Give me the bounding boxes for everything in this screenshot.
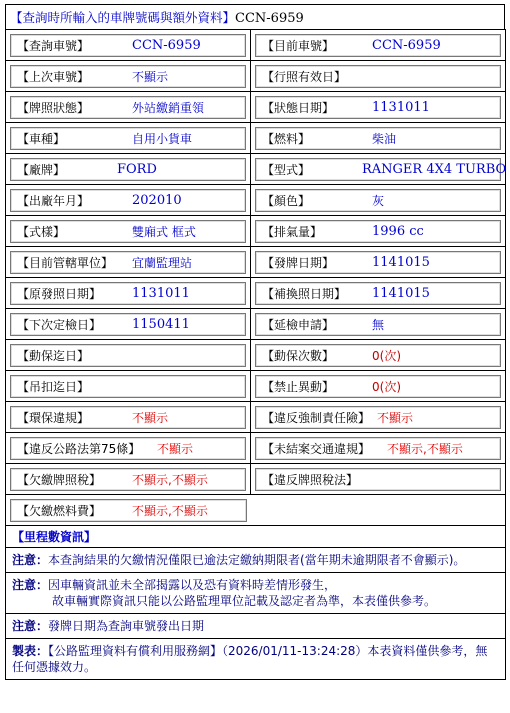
field-value: 0(次) (372, 348, 401, 363)
footer-label: 製表： (12, 644, 49, 658)
field-label: 【動保迄日】 (17, 348, 90, 363)
field-value: 自用小貨車 (132, 131, 193, 146)
field-row (6, 185, 506, 216)
field-box (10, 499, 247, 522)
field-row (6, 92, 506, 123)
field-box (10, 158, 246, 181)
field-box (255, 406, 501, 429)
field-label: 【違反強制責任險】 (262, 410, 371, 425)
field-value: 不顯示,不顯示 (387, 441, 463, 456)
field-box (10, 375, 246, 398)
field-label: 【違反牌照稅法】 (262, 472, 359, 487)
field-row (6, 433, 506, 464)
field-box (10, 282, 246, 305)
field-label: 【排氣量】 (262, 224, 323, 239)
field-label: 【牌照狀態】 (17, 100, 90, 115)
field-value: 1141015 (372, 285, 430, 301)
field-box (255, 158, 507, 181)
note-text: 因車輛資訊並未全部揭露以及恐有資料時差情形發生， (48, 578, 337, 592)
field-row (6, 402, 506, 433)
field-value: CCN-6959 (372, 37, 441, 53)
vehicle-info-panel (5, 4, 505, 680)
field-row (6, 371, 506, 402)
field-box (255, 282, 501, 305)
field-row (6, 61, 506, 92)
field-label: 【燃料】 (262, 131, 311, 146)
field-row (6, 340, 506, 371)
field-box (255, 127, 501, 150)
field-label: 【目前管轄單位】 (17, 255, 114, 270)
field-box (10, 437, 246, 460)
note-text-continued: 故車輛實際資訊只能以公路監理單位記載及認定者為準，本表僅供參考。 (52, 594, 437, 608)
field-value: 不顯示 (377, 410, 414, 425)
field-box (255, 437, 501, 460)
field-row (6, 216, 506, 247)
field-box (255, 313, 501, 336)
field-box (10, 313, 246, 336)
note-row (6, 548, 506, 573)
field-label: 【型式】 (262, 162, 311, 177)
field-box (255, 344, 501, 367)
field-value: FORD (117, 161, 157, 177)
field-label: 【出廠年月】 (17, 193, 90, 208)
field-label: 【未結案交通違規】 (262, 441, 371, 456)
field-value: 1131011 (372, 99, 430, 115)
field-box (10, 468, 246, 491)
field-value: 0(次) (372, 379, 401, 394)
field-value: 1150411 (132, 316, 190, 332)
field-label: 【廠牌】 (17, 162, 66, 177)
field-label: 【下次定檢日】 (17, 317, 102, 332)
field-label: 【欠繳燃料費】 (17, 503, 102, 518)
query-header (5, 4, 505, 29)
field-label: 【查詢車號】 (17, 38, 90, 53)
field-value: 不顯示 (132, 69, 169, 84)
field-value: 宜蘭監理站 (132, 255, 193, 270)
field-label: 【延檢申請】 (262, 317, 335, 332)
field-row (6, 123, 506, 154)
field-label: 【吊扣迄日】 (17, 379, 90, 394)
note-row (6, 614, 506, 639)
field-row (6, 309, 506, 340)
mileage-section-label: 【里程數資訊】 (12, 530, 97, 544)
field-box (255, 96, 501, 119)
field-value: 雙廂式 框式 (132, 224, 196, 239)
query-header-plate: CCN-6959 (235, 11, 304, 26)
field-box (10, 127, 246, 150)
field-label: 【狀態日期】 (262, 100, 335, 115)
field-label: 【車種】 (17, 131, 66, 146)
field-box (255, 34, 501, 57)
field-box (255, 220, 501, 243)
field-box (255, 189, 501, 212)
field-box (10, 220, 246, 243)
field-value: 不顯示 (132, 410, 169, 425)
field-value: 1131011 (132, 285, 190, 301)
field-label: 【上次車號】 (17, 69, 90, 84)
query-header-label: 【查詢時所輸入的車牌號碼與額外資料】 (10, 10, 236, 25)
field-row (6, 154, 506, 185)
field-value: CCN-6959 (132, 37, 201, 53)
vehicle-info-table (5, 29, 506, 680)
field-box (10, 251, 246, 274)
field-row (6, 30, 506, 61)
footer-text: 【公路監理資料有償利用服務網】（2026/01/11-13:24:28）本表資料僅供參考，無任何憑據效力。 (12, 644, 488, 674)
field-box (10, 96, 246, 119)
field-label: 【補換照日期】 (262, 286, 347, 301)
note-label: 注意： (12, 578, 49, 592)
field-box (255, 375, 501, 398)
note-label: 注意： (12, 619, 49, 633)
field-label: 【動保次數】 (262, 348, 335, 363)
field-label: 【欠繳牌照稅】 (17, 472, 102, 487)
field-label: 【禁止異動】 (262, 379, 335, 394)
field-value: RANGER 4X4 TURBO (362, 161, 507, 177)
note-text: 本查詢結果的欠繳情況僅限已逾法定繳納期限者(當年期未逾期限者不會顯示)。 (48, 553, 466, 567)
note-row (6, 573, 506, 614)
field-label: 【違反公路法第75條】 (17, 441, 141, 456)
field-value: 不顯示 (157, 441, 194, 456)
note-label: 注意： (12, 553, 49, 567)
empty-cell (251, 495, 506, 526)
field-value: 柴油 (372, 131, 397, 146)
field-value: 無 (372, 317, 385, 332)
field-label: 【顏色】 (262, 193, 311, 208)
field-box (10, 34, 246, 57)
field-value: 不顯示,不顯示 (132, 503, 208, 518)
field-row (6, 247, 506, 278)
field-row (6, 495, 506, 526)
field-label: 【原發照日期】 (17, 286, 102, 301)
field-box (10, 406, 246, 429)
footer-row (6, 639, 506, 680)
field-row (6, 278, 506, 309)
field-value: 1996 cc (372, 223, 424, 239)
field-box (255, 251, 501, 274)
field-value: 外站繳銷重領 (132, 100, 205, 115)
field-box (10, 344, 246, 367)
field-label: 【行照有效日】 (262, 69, 347, 84)
mileage-section (6, 526, 506, 548)
field-label: 【目前車號】 (262, 38, 335, 53)
field-label: 【發牌日期】 (262, 255, 335, 270)
field-box (10, 65, 246, 88)
field-box (10, 189, 246, 212)
field-value: 灰 (372, 193, 385, 208)
field-row (6, 464, 506, 495)
field-box (255, 468, 501, 491)
field-label: 【環保違規】 (17, 410, 90, 425)
field-box (255, 65, 501, 88)
field-label: 【式樣】 (17, 224, 66, 239)
field-value: 不顯示,不顯示 (132, 472, 208, 487)
field-value: 1141015 (372, 254, 430, 270)
note-text: 發牌日期為查詢車號發出日期 (48, 619, 205, 633)
field-value: 202010 (132, 192, 182, 208)
